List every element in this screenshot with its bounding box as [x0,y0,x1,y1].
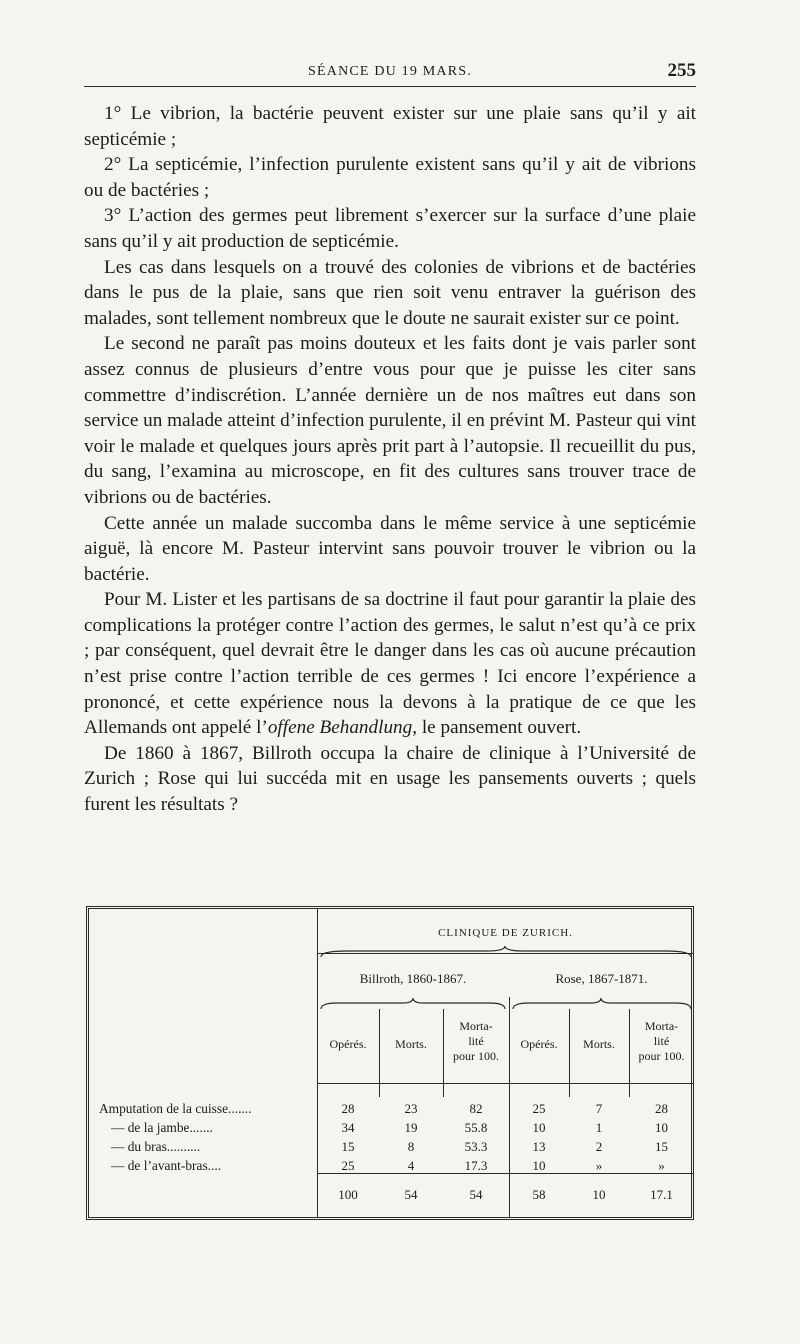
table-brace [509,997,694,1011]
table-cell: 82 [469,1101,483,1116]
table-brace [317,997,509,1011]
table-title: CLINIQUE DE ZURICH. [438,927,573,939]
table-cell: 13 [532,1139,546,1154]
group-header-rose: Rose, 1867-1871. [555,971,648,986]
row-label: — de la jambe....... [111,1120,213,1135]
col-header: Morts. [583,1037,615,1051]
table-cell: 34 [341,1120,355,1135]
table-cell: 8 [407,1139,415,1154]
row-labels [99,1099,317,1175]
table-brace [317,945,694,961]
table-rule [317,1083,694,1084]
table-cell: 2 [595,1139,603,1154]
table-cell: 53.3 [464,1139,488,1154]
paragraph-1: 1° Le vibrion, la bactérie peuvent exister sur une plaie sans qu’il y ait septicémie ; [84,103,696,150]
col-header: Opérés. [329,1037,367,1051]
total-cell: 58 [532,1187,546,1202]
statistics-table [86,906,694,1220]
table-cell: 15 [655,1139,668,1154]
paragraph-7 [84,587,696,741]
total-cell: 54 [469,1187,483,1202]
paragraph-8: De 1860 à 1867, Billroth occupa la chaire de clinique à l’Université de Zurich ; Rose qui lui succéda mit en usage les pansements ouverts ; quels furent les résultats ? [84,742,696,816]
table-cell: 17.3 [464,1158,488,1173]
paragraph-7-text: Pour M. Lister et les partisans de sa doctrine il faut pour garantir la plaie des complications la protéger contre l’action des germes, le salut n’est qu’à ce prix ; par conséquent, quel devrait être le danger dans les cas où aucune précaution n’est prise contre l’action terrible de ces germes ! Ici encore l’expérience a prononcé, et cette expérience nous la devons à la pratique de ce que les Allemands ont appelé l’ [84,589,696,739]
table-cell: 7 [595,1101,603,1116]
table-cell: 10 [655,1120,668,1135]
running-title: SÉANCE DU 19 MARS. [308,64,472,79]
table-cell: 25 [532,1101,546,1116]
col-header: Morts. [395,1037,427,1051]
col-header: Opérés. [520,1037,558,1051]
table-cell: 25 [341,1158,355,1173]
paragraph-5: Le second ne paraît pas moins douteux et les faits dont je vais parler sont assez connus de plusieurs d’entre vous pour que je puisse les citer sans commettre d’indiscrétion. L’année dernière un de nos maîtres eut dans son service un malade atteint d’infection purulente, il en prévint M. Pasteur qui vint voir le malade et quelques jours après prit part à l’autopsie. Il recueillit du pus, du sang, l’examina au microscope, en fit des cultures sans trouver trace de vibrions ou de bactéries. [84,333,696,508]
paragraph-2: 2° La septicémie, l’infection purulente existent sans qu’il y ait de vibrions ou de bactéries ; [84,154,696,201]
table-cell: 19 [404,1120,418,1135]
total-cell: 100 [338,1187,358,1202]
total-cell: 10 [592,1187,606,1202]
col-header: Morta- lité pour 100. [453,1019,499,1063]
table-cell: 23 [404,1101,418,1116]
paragraph-3: 3° L’action des germes peut librement s’exercer sur la surface d’une plaie sans qu’il y ait production de septicémie. [84,205,696,252]
total-cell: 54 [404,1187,418,1202]
col-header: Morta- lité pour 100. [638,1019,685,1063]
table-cell: 55.8 [464,1120,488,1135]
table-cell: » [658,1158,665,1173]
body-text [84,101,696,818]
page [84,60,696,818]
paragraph-4: Les cas dans lesquels on a trouvé des colonies de vibrions et de bactéries dans le pus de la plaie, sans que rien soit venu entraver la guérison des malades, sont tellement nombreux que le doute ne saurait exister sur ce point. [84,256,696,329]
table-cell: 10 [532,1158,546,1173]
table-cell: 15 [341,1139,355,1154]
table-cell: 28 [341,1101,355,1116]
paragraph-7-tail: , le pansement ouvert. [412,717,582,739]
paragraph-6: Cette année un malade succomba dans le même service à une septicémie aiguë, là encore M. Pasteur intervint sans pouvoir trouver le vibrion ou la bactérie. [84,512,696,585]
table-cell: 10 [532,1120,546,1135]
page-number: 255 [667,60,696,81]
row-label: — du bras.......... [111,1139,201,1154]
table-cell: 4 [407,1158,415,1173]
table-cell: » [595,1158,603,1173]
table-cell: 28 [655,1101,668,1116]
table-cell: 1 [595,1120,603,1135]
row-label: Amputation de la cuisse....... [99,1101,252,1116]
group-header-billroth: Billroth, 1860-1867. [359,971,467,986]
italic-phrase: offene Behandlung [267,717,413,739]
row-label: — de l’avant-bras.... [111,1158,222,1173]
total-cell: 17.1 [650,1187,673,1202]
running-head [84,60,696,87]
